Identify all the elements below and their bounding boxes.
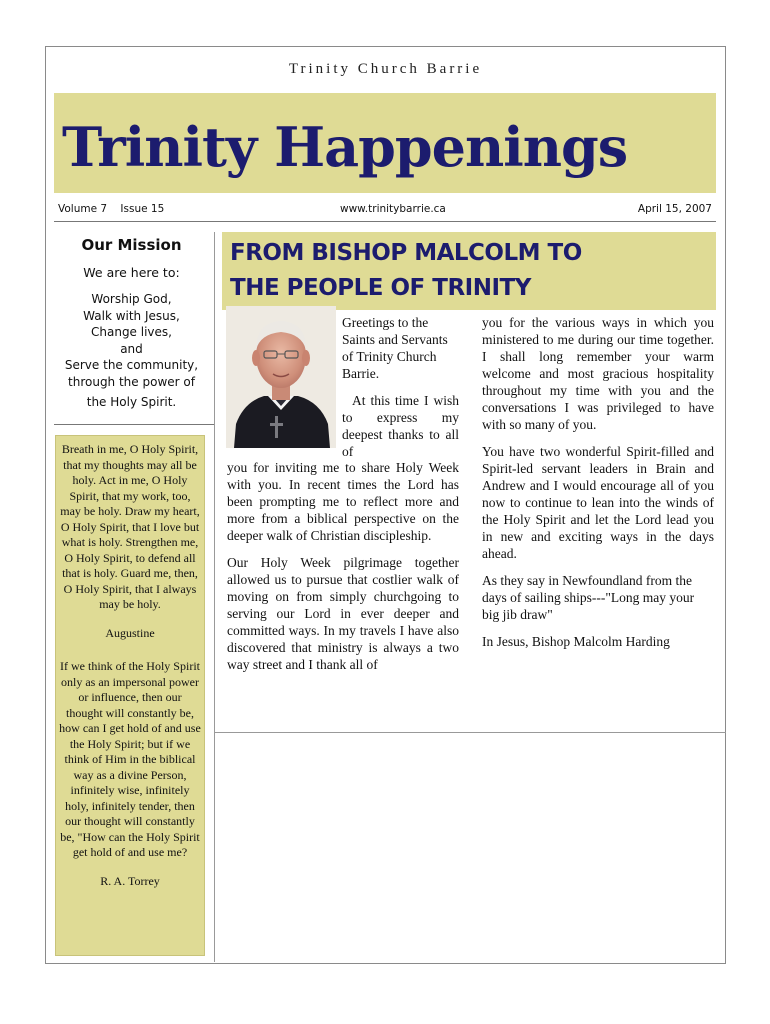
mission-section (54, 236, 209, 411)
mission-line: and (120, 341, 143, 356)
mission-intro: We are here to: (83, 265, 180, 280)
article-signature: In Jesus, Bishop Malcolm Harding (482, 634, 670, 649)
headline-line: FROM BISHOP MALCOLM TO (230, 240, 582, 266)
newsletter-title: Trinity Happenings (62, 115, 628, 179)
article-column-2 (482, 314, 714, 660)
article-paragraph: You have two wonderful Spirit-filled and Spirit-led servant leaders in Brain and Andrew and I would encourage all of you now to continue to lean into the winds of the Holy Spirit and let the Lord lead you in new and exciting ways in the days ahead. (482, 444, 714, 561)
article-headline (230, 236, 582, 306)
article-paragraph: Greetings to the Saints and Servants of Trinity Church Barrie. (342, 315, 448, 381)
headline-line: THE PEOPLE OF TRINITY (230, 275, 531, 301)
article-paragraph: Our Holy Week pilgrimage together allowed us to pursue that costlier walk of moving on from simply churchgoing to serving our Lord in ever deeper and committed ways. In my travels I have also discovered that ministry is always a two way street and I thank all of (227, 555, 459, 672)
bishop-photo (226, 306, 336, 448)
volume-issue: Volume 7 Issue 15 (58, 203, 165, 215)
prayer-text: Breath in me, O Holy Spirit, that my thoughts may all be holy. Act in me, O Holy Spirit, that my work, too, may be holy. Draw my heart, O Holy Spirit, that I love but what is holy. Strengthen me, O Holy Spirit, to defend all that is holy. Guard me, then, O Holy Spirit, that I always may be holy. (60, 442, 200, 611)
mission-line: Walk with Jesus, (83, 308, 180, 323)
article-column-1 (227, 459, 459, 683)
article-paragraph: At this time I wish to express my deepest thanks to all of (342, 393, 459, 459)
mission-line: Change lives, (91, 325, 172, 339)
quote-author: R. A. Torrey (100, 873, 160, 888)
article-paragraph: you for inviting me to share Holy Week with you. In recent times the Lord has been prompting me to reflect more and more from a biblical perspective on the deeper walk of Christian discipleship. (227, 460, 459, 543)
article-paragraph: As they say in Newfoundland from the days of sailing ships---"Long may your big jib draw" (482, 573, 695, 622)
sidebar-vertical-divider (214, 232, 215, 962)
prayer-box (55, 435, 205, 956)
article-paragraph: you for the various ways in which you ministered to me during our time together. I shall long remember your warm welcome and most gracious hospitality throughout my time with you and the conversations I was privileged to have with so many of you. (482, 315, 714, 432)
mission-line: through the power of (68, 374, 195, 389)
organization-name: Trinity Church Barrie (288, 61, 483, 77)
website-link[interactable]: www.trinitybarrie.ca (340, 203, 446, 215)
issue-date: April 15, 2007 (637, 203, 712, 215)
mission-line: the Holy Spirit. (86, 395, 177, 409)
article-divider (214, 732, 726, 733)
mission-title: Our Mission (81, 236, 182, 254)
sidebar-divider (54, 424, 214, 425)
prayer-author: Augustine (105, 625, 155, 640)
quote-text: If we think of the Holy Spirit only as an impersonal power or influence, then our thought will constantly be, how can I get hold of and use the Holy Spirit; but if we think of Him in the biblical way as a divine Person, infinitely wise, infinitely holy, infinitely tender, then our thought will constantly be, "How can the Holy Spirit get hold of and use me? (59, 659, 201, 859)
article-column-1-top (342, 314, 459, 470)
mission-line: Serve the community, (64, 358, 199, 372)
headline-band (222, 232, 716, 310)
issue-info-bar (54, 203, 716, 220)
masthead-divider (54, 221, 716, 222)
bishop-portrait-image (226, 306, 336, 448)
masthead-band (54, 93, 716, 193)
mission-line: Worship God, (91, 292, 172, 306)
